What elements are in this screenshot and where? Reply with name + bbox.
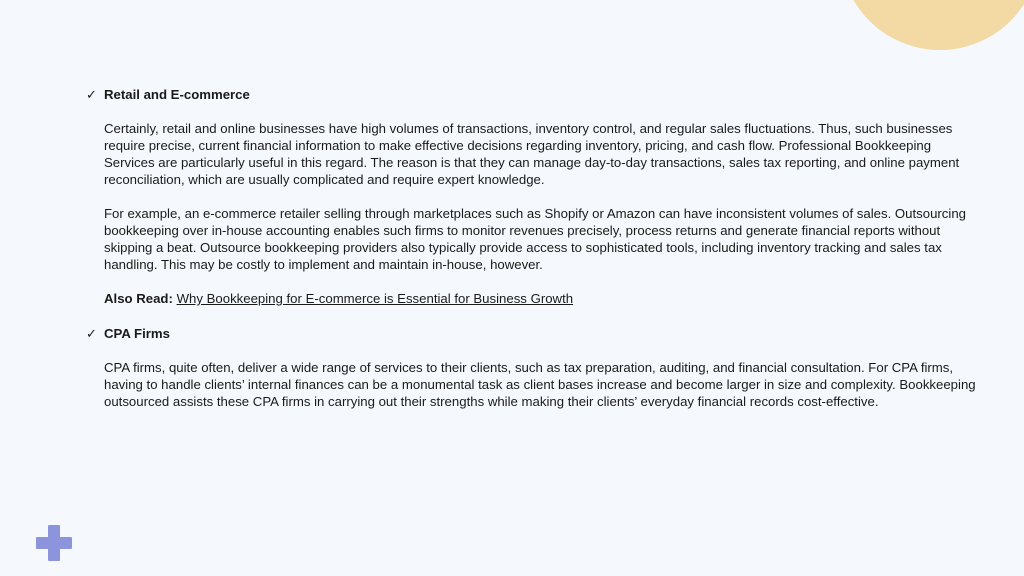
plus-icon-vertical (48, 525, 60, 561)
document-body (86, 85, 981, 410)
paragraph: For example, an e-commerce retailer selling through marketplaces such as Shopify or Amazon can have inconsistent volumes of sales. Outsourcing bookkeeping over in-house accounting enables such firms to monitor revenues precisely, process returns and generate financial reports without skipping a beat. Outsource bookkeeping providers also typically provide access to sophisticated tools, including inventory tracking and sales tax handling. This may be costly to implement and maintain in-house, however. (104, 206, 966, 272)
section-heading-cpa (86, 324, 981, 342)
paragraph: CPA firms, quite often, deliver a wide range of services to their clients, such as tax preparation, auditing, and financial consultation. For CPA firms, having to handle clients’ internal finances can be a monumental task as client bases increase and become larger in size and complexity. Bookkeeping outsourced assists these CPA firms in carrying out their strengths while making their clients’ everyday financial records cost-effective. (104, 360, 976, 409)
also-read-link[interactable]: Why Bookkeeping for E-commerce is Essential for Business Growth (176, 291, 574, 306)
paragraph: Certainly, retail and online businesses have high volumes of transactions, inventory control, and regular sales fluctuations. Thus, such businesses require precise, current financial information to make effective decisions regarding inventory, pricing, and cash flow. Professional Bookkeeping Services are particularly useful in this regard. The reason is that they can manage day-to-day transactions, sales tax reporting, and online payment reconciliation, which are usually complicated and require expert knowledge. (104, 121, 960, 187)
also-read (104, 290, 981, 307)
decorative-blob (840, 0, 1024, 50)
plus-icon (36, 525, 72, 561)
checkmark-icon: ✓ (86, 86, 97, 102)
section-title: Retail and E-commerce (104, 86, 250, 102)
section-heading-retail (86, 85, 981, 103)
section-title: CPA Firms (104, 325, 170, 341)
also-read-label: Also Read: (104, 291, 173, 306)
checkmark-icon: ✓ (86, 325, 97, 341)
